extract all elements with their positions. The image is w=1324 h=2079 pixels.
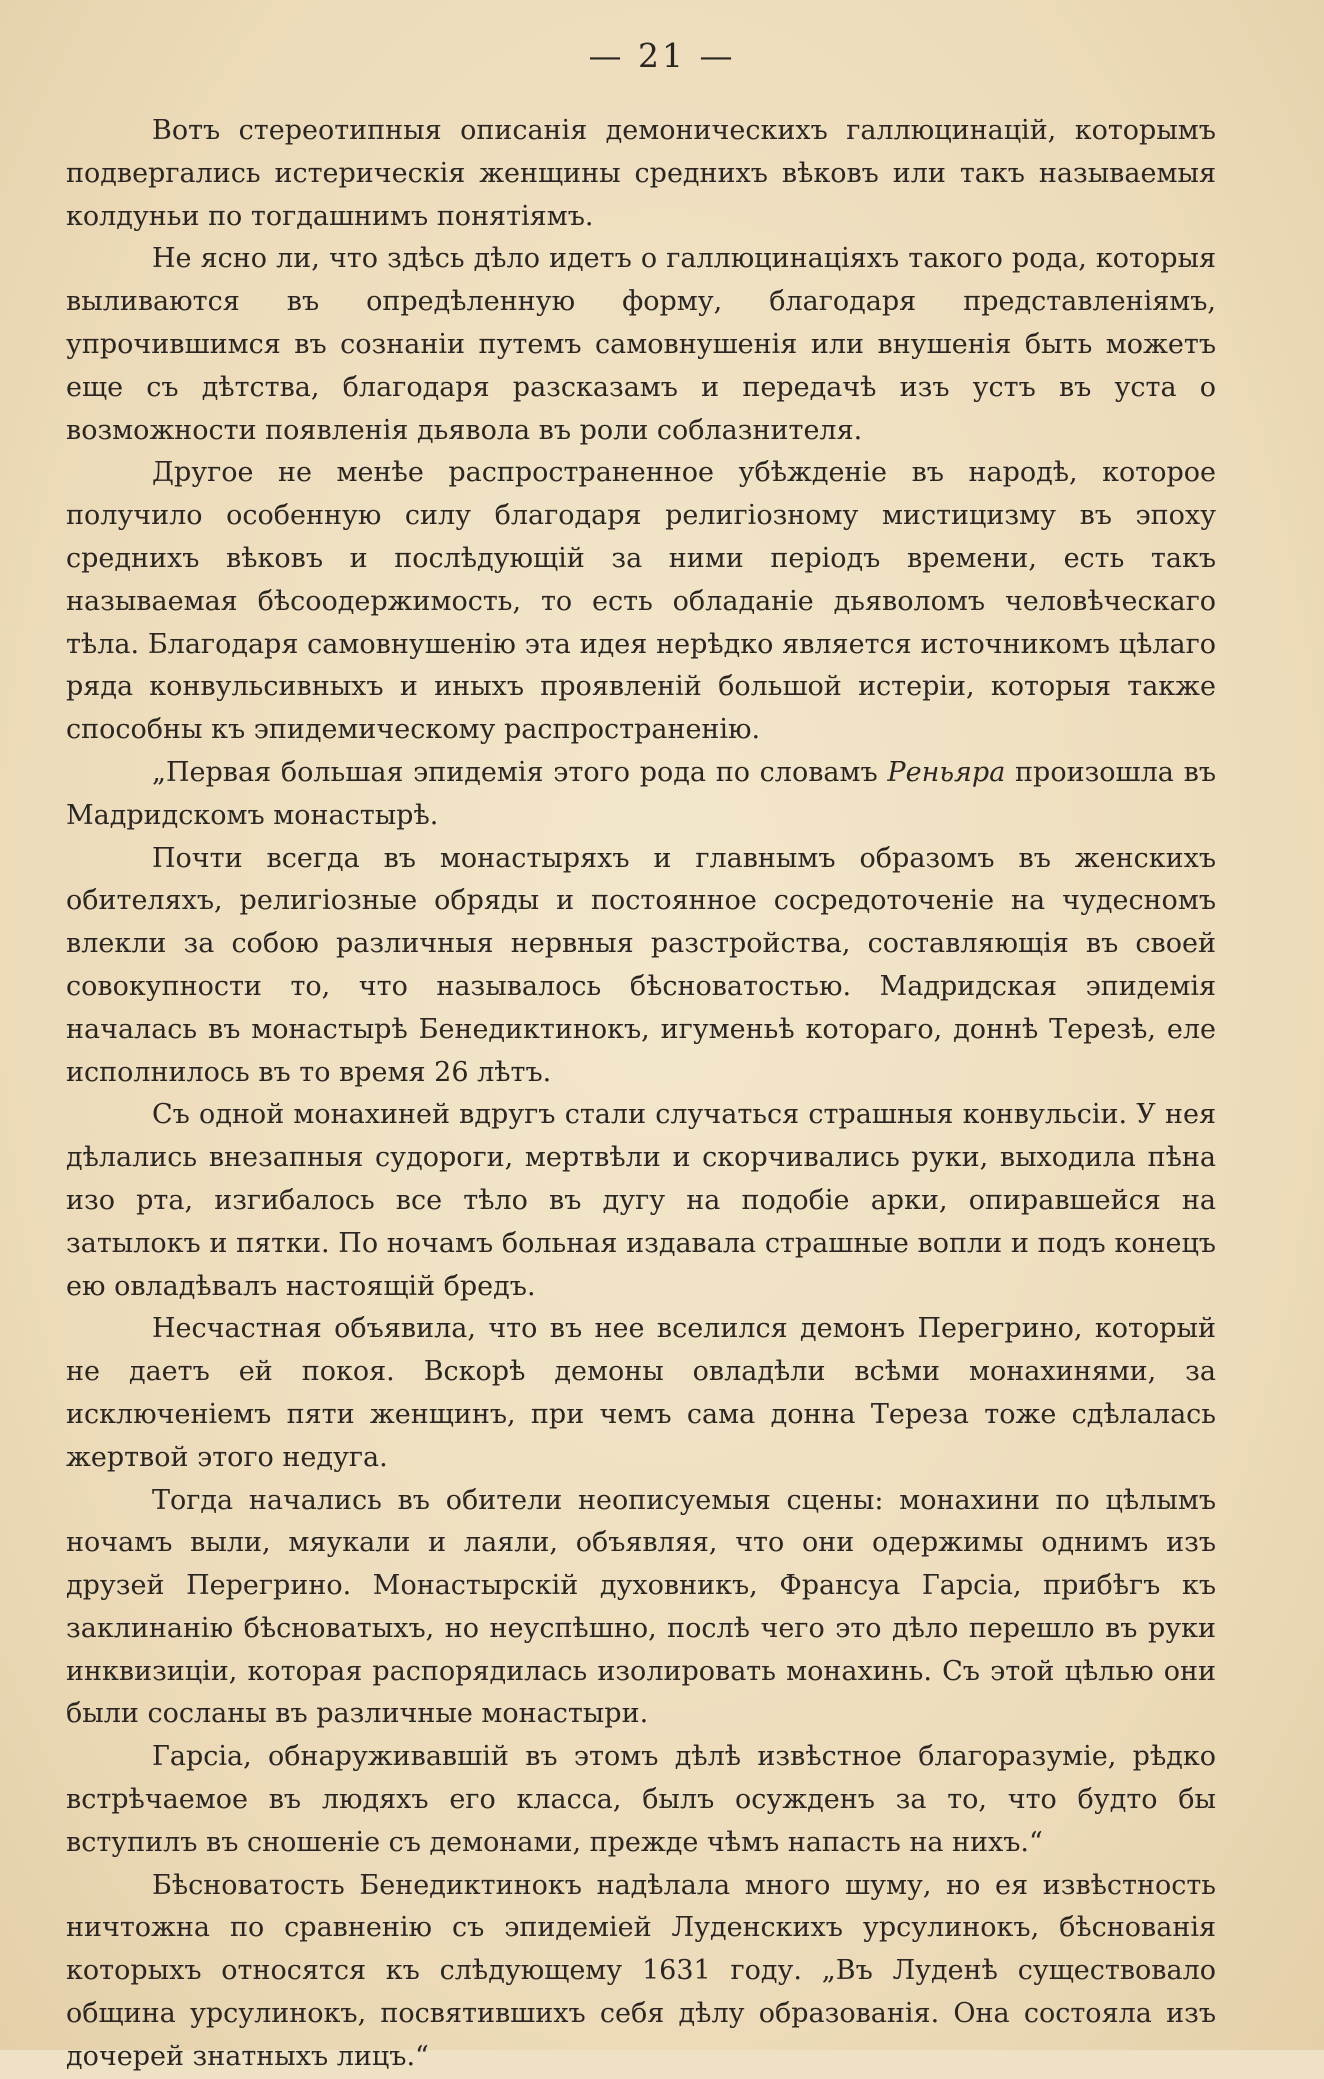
author-name-italic: Реньяра [887,756,1006,788]
paragraph: Тогда начались въ обители неописуемыя сцены: монахини по цѣлымъ ночамъ выли, мяукали и лаяли, объявляя, что они одержимы однимъ изъ друзей Перегрино. Монастырскій духовникъ, Франсуа Гарсіа, прибѣгъ къ заклинанію бѣсноватыхъ, но неуспѣшно, послѣ чего это дѣло перешло въ руки инквизиціи, которая распорядилась изолировать монахинь. Съ этой цѣлью они были сосланы въ различные монастыри. [66,1484,1216,1730]
paragraph-text: произошла въ Мадридскомъ монастырѣ. [66,756,1217,831]
body-text [66,110,1216,2079]
paragraph [66,752,1216,838]
paragraph: Гарсіа, обнаруживавшій въ этомъ дѣлѣ извѣстное благоразуміе, рѣдко встрѣчаемое въ людяхъ его класса, былъ осужденъ за то, что будто бы вступилъ въ сношеніе съ демонами, прежде чѣмъ напасть на нихъ.“ [66,1741,1216,1858]
paragraph: Почти всегда въ монастыряхъ и главнымъ образомъ въ женскихъ обителяхъ, религіозные обряды и постоянное сосредоточеніе на чудесномъ влекли за собою различныя нервныя разстройства, составляющія въ своей совокупности то, что называлось бѣсноватостью. Мадридская эпидемія началась въ монастырѣ Бенедиктинокъ, игуменьѣ котораго, доннѣ Терезѣ, еле исполнилось въ то время 26 лѣтъ. [66,842,1216,1088]
paragraph: Не ясно ли, что здѣсь дѣло идетъ о галлюцинаціяхъ такого рода, которыя выливаются въ опредѣленную форму, благодаря представленіямъ, упрочившимся въ сознаніи путемъ самовнушенія или внушенія быть можетъ еще съ дѣтства, благодаря разсказамъ и передачѣ изъ устъ въ уста о возможности появленія дьявола въ роли соблазнителя. [66,243,1216,446]
paragraph: Съ одной монахиней вдругъ стали случаться страшныя конвульсіи. У нея дѣлались внезапныя судороги, мертвѣли и скорчивались руки, выходила пѣна изо рта, изгибалось все тѣло въ дугу на подобіе арки, опиравшейся на затылокъ и пятки. По ночамъ больная издавала страшные вопли и подъ конецъ ею овладѣвалъ настоящій бредъ. [66,1099,1216,1302]
page-number: — 21 — [588,36,736,75]
paragraph: Другое не менѣе распространенное убѣжденіе въ народѣ, которое получило особенную силу благодаря религіозному мистицизму въ эпоху среднихъ вѣковъ и послѣдующій за ними періодъ времени, есть такъ называемая бѣсоодержимость, то есть обладаніе дьяволомъ человѣческаго тѣла. Благодаря самовнушенію эта идея нерѣдко является источникомъ цѣлаго ряда конвульсивныхъ и иныхъ проявленій большой истеріи, которыя также способны къ эпидемическому распространенію. [66,457,1216,746]
paragraph: Несчастная объявила, что въ нее вселился демонъ Перегрино, который не даетъ ей покоя. Вскорѣ демоны овладѣли всѣми монахинями, за исключеніемъ пяти женщинъ, при чемъ сама донна Тереза тоже сдѣлалась жертвой этого недуга. [66,1313,1216,1473]
paragraph: Бѣсноватость Бенедиктинокъ надѣлала много шуму, но ея извѣстность ничтожна по сравненію съ эпидеміей Луденскихъ урсулинокъ, бѣснованія которыхъ относятся къ слѣдующему 1631 году. „Въ Луденѣ существовало община урсулинокъ, посвятившихъ себя дѣлу образованія. Она состояла изъ дочерей знатныхъ лицъ.“ [66,1869,1216,2072]
paragraph-text: „Первая большая эпидемія этого рода по словамъ [152,756,888,788]
paragraph: Вотъ стереотипныя описанія демоническихъ галлюцинацій, которымъ подвергались истерическія женщины среднихъ вѣковъ или такъ называемыя колдуньи по тогдашнимъ понятіямъ. [66,115,1216,232]
